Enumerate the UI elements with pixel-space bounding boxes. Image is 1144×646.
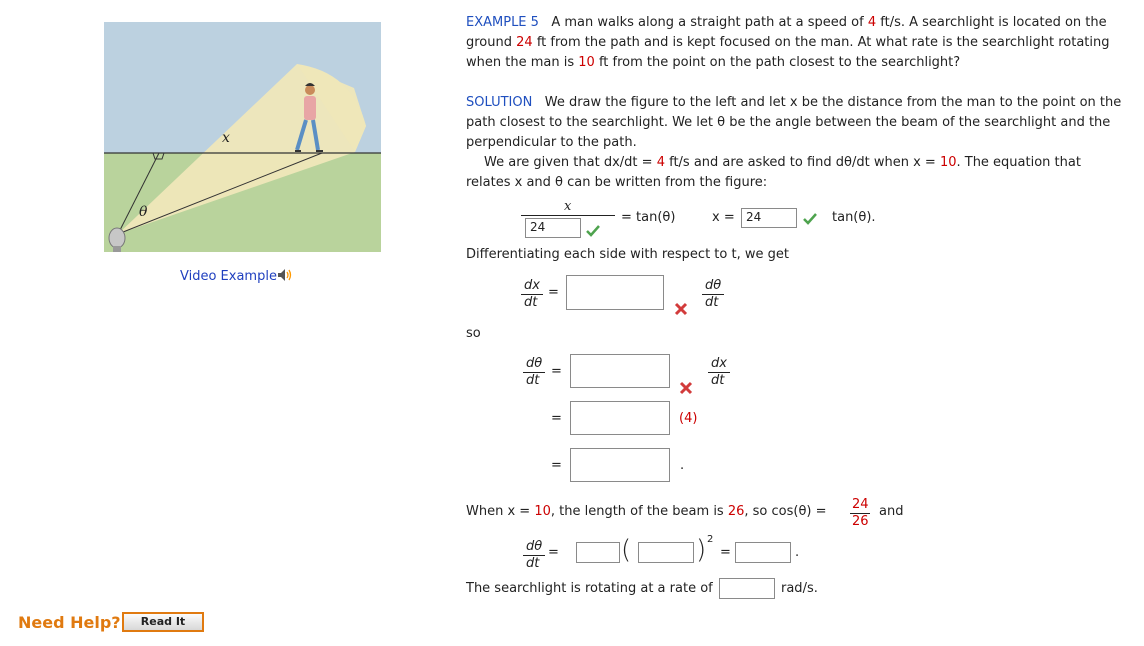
dt-denominator: dt bbox=[524, 295, 538, 310]
equals-sign: = bbox=[548, 285, 559, 300]
diff-row2-input[interactable] bbox=[570, 354, 670, 388]
example-line-1: EXAMPLE 5 A man walks along a straight path at a speed of 4 ft/s. A searchlight is located on the bbox=[466, 15, 1107, 30]
video-example-label: Video Example bbox=[180, 269, 277, 284]
cross-icon bbox=[679, 381, 693, 395]
eq1-numerator: x bbox=[564, 199, 572, 214]
dx-numerator: dx bbox=[711, 356, 727, 371]
equals-sign: = bbox=[548, 545, 559, 560]
searchlight-figure bbox=[104, 22, 381, 252]
equals-sign: = bbox=[720, 545, 731, 560]
equals-sign: = bbox=[551, 411, 562, 426]
cos-denominator: 26 bbox=[852, 514, 869, 529]
and-text: and bbox=[879, 504, 904, 519]
final-rate-input[interactable] bbox=[719, 578, 775, 599]
exponent: 2 bbox=[707, 534, 714, 545]
figure-theta-label: θ bbox=[139, 204, 148, 220]
eq1-tan: = tan(θ) bbox=[621, 210, 676, 225]
equation-ref: (4) bbox=[679, 411, 698, 426]
right-paren: ) bbox=[696, 535, 707, 565]
speaker-icon bbox=[277, 268, 293, 282]
beam-length-value: 26 bbox=[727, 504, 745, 519]
solution-line-4: We are given that dx/dt = 4 ft/s and are asked to find dθ/dt when x = 10. The equation that bbox=[484, 155, 1081, 170]
distance-value: 24 bbox=[516, 35, 533, 50]
rate-value: 4 bbox=[656, 155, 665, 170]
speed-value: 4 bbox=[867, 15, 877, 30]
dtheta-numerator: dθ bbox=[526, 539, 543, 554]
figure-x-label: x bbox=[222, 130, 230, 146]
eq1-tan-after: tan(θ). bbox=[832, 210, 876, 225]
beam-input-1[interactable] bbox=[576, 542, 620, 563]
video-example-link[interactable] bbox=[180, 268, 293, 284]
dt-denominator: dt bbox=[711, 373, 725, 388]
dt-denominator: dt bbox=[526, 373, 540, 388]
final-line: The searchlight is rotating at a rate of bbox=[466, 581, 713, 596]
solution-label: SOLUTION bbox=[466, 95, 533, 110]
equals-sign: = bbox=[551, 364, 562, 379]
need-help-label: Need Help? bbox=[18, 613, 121, 632]
diff-row3-input[interactable] bbox=[570, 401, 670, 435]
dtheta-numerator: dθ bbox=[526, 356, 543, 371]
eq1-x-input[interactable]: 24 bbox=[741, 208, 797, 228]
beam-input-3[interactable] bbox=[735, 542, 791, 563]
beam-input-2[interactable] bbox=[638, 542, 694, 563]
so-label: so bbox=[466, 326, 481, 341]
solution-line-1: SOLUTION We draw the figure to the left and let x be the distance from the man to the point on the bbox=[466, 95, 1122, 110]
eq1-fraction-bar bbox=[521, 215, 615, 216]
solution-line-3: perpendicular to the path. bbox=[466, 135, 637, 150]
equals-sign: = bbox=[551, 458, 562, 473]
x-value: 10 bbox=[578, 55, 595, 70]
dt-denominator: dt bbox=[526, 556, 540, 571]
example-line-2: ground 24 ft from the path and is kept focused on the man. At what rate is the searchlight rotating bbox=[466, 35, 1110, 50]
cross-icon bbox=[674, 302, 688, 316]
diff-intro: Differentiating each side with respect to t, we get bbox=[466, 247, 789, 262]
read-it-label: Read It bbox=[140, 615, 186, 628]
diff-row1-input[interactable] bbox=[566, 275, 664, 310]
dtheta-numerator: dθ bbox=[705, 278, 722, 293]
read-it-button[interactable] bbox=[122, 612, 204, 632]
solution-line-5: relates x and θ can be written from the figure: bbox=[466, 175, 768, 190]
beam-x-value: 10 bbox=[534, 504, 551, 519]
check-icon bbox=[586, 225, 600, 237]
example-line-3: when the man is 10 ft from the point on the path closest to the searchlight? bbox=[466, 55, 961, 70]
beam-line: When x = 10, the length of the beam is 26, so cos(θ) = bbox=[466, 504, 827, 519]
diff-row4-input[interactable] bbox=[570, 448, 670, 482]
left-paren: ( bbox=[621, 535, 632, 565]
eq1-x-equals: x = bbox=[712, 210, 735, 225]
eq1-denominator-input[interactable]: 24 bbox=[525, 218, 581, 238]
x-given-value: 10 bbox=[939, 155, 957, 170]
dx-numerator: dx bbox=[524, 278, 540, 293]
period: . bbox=[680, 458, 685, 473]
solution-line-2: path closest to the searchlight. We let θ be the angle between the beam of the searchlight and the bbox=[466, 115, 1111, 130]
period: . bbox=[795, 545, 800, 560]
final-unit: rad/s. bbox=[781, 581, 818, 596]
cos-numerator: 24 bbox=[852, 497, 869, 512]
check-icon bbox=[803, 213, 817, 225]
dt-denominator: dt bbox=[705, 295, 719, 310]
example-label: EXAMPLE 5 bbox=[466, 15, 539, 30]
